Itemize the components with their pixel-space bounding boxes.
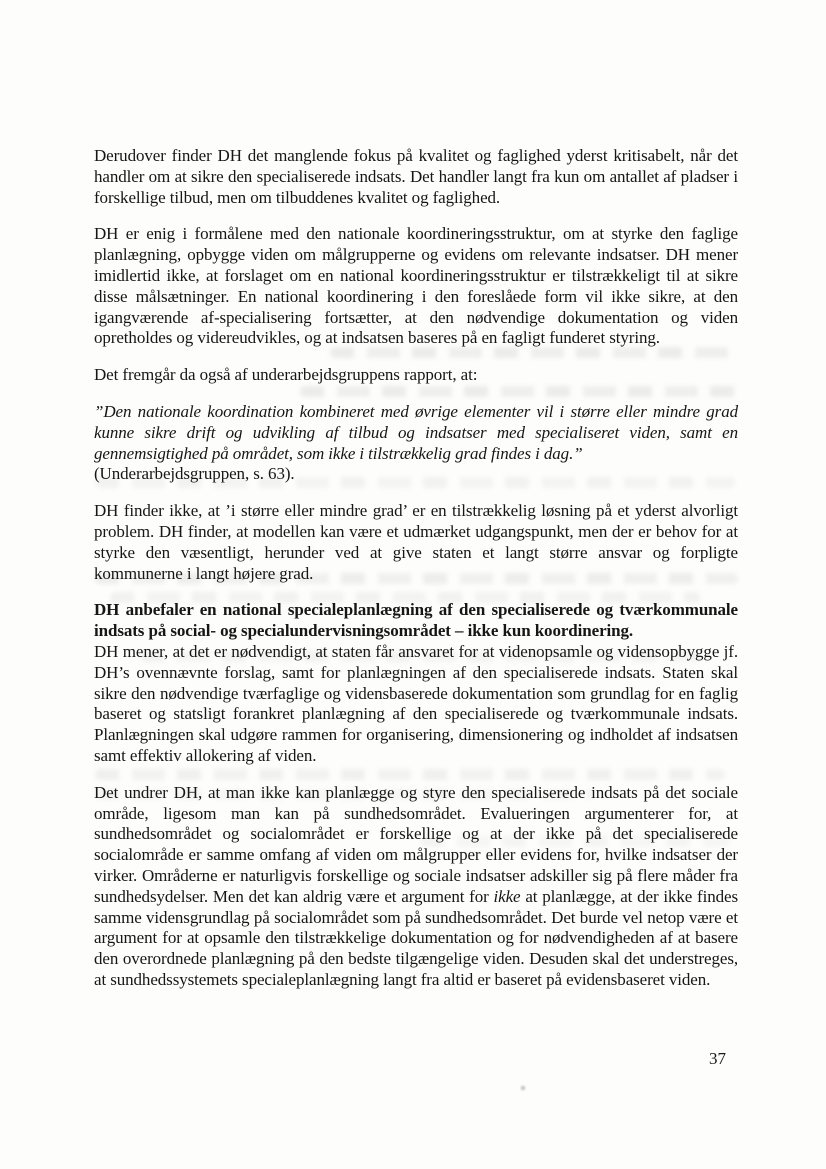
paragraph-p8 [94,783,738,991]
text-run: Det fremgår da også af underarbejdsgruppens rapport, at: [94,365,478,385]
text-run: DH anbefaler en national specialeplanlægning af den specialiserede og tværkommunale indsats på social- og specialundervisningsområdet – ikke kun koordinering. [94,600,738,641]
page-number: 37 [709,1049,726,1068]
text-run: DH mener, at det er nødvendigt, at staten får ansvaret for at videnopsamle og vidensopbygge jf. DH’s ovennævnte forslag, samt for planlægningen af den specialiserede indsats. Staten skal sikre den nødvendige tværfaglige og vidensbaserede dokumentation som grundlag for en faglig baseret og statsligt forankret planlægning af den specialiserede og tværkommunale indsats. Planlægningen skal udgøre rammen for organisering, dimensionering og indholdet af indsatsen samt effektiv allokering af viden. [94,641,738,765]
text-run: DH finder ikke, at ’i større eller mindre grad’ er en tilstrækkelig løsning på et yderst alvorligt problem. DH finder, at modellen kan være et udmærket udgangspunkt, men der er behov for at styrke den væsentligt, herunder ved at give staten et langt større ansvar og forpligte kommunerne i langt højere grad. [94,501,738,583]
scan-speck [521,1086,525,1090]
paragraph-p4 [94,402,738,485]
text-run: (Underarbejdsgruppen, s. 63). [94,464,295,484]
text-run-italic: ”Den nationale koordination kombineret med øvrige elementer vil i større eller mindre grad kunne sikre drift og udvikling af tilbud og indsatser med specialiseret viden, samt en gennemsigtighed på området, som ikke i tilstrækkelig grad findes i dag.” [94,401,738,463]
paragraph-p1 [94,146,738,208]
text-run: Det undrer DH, at man ikke kan planlægge og styre den specialiserede indsats på det sociale område, ligesom man kan på sundhedsområdet. Evalueringen argumenterer for, at sundhedsområdet og socialområdet er forskellige og at der ikke på det specialiserede socialområde er samme omfang af viden om målgrupper eller evidens for, hvilke indsatser der virker. Områderne er naturligvis forskellige og sociale indsatser adskiller sig på flere måder fra sundhedsydelser. Men det kan aldrig være et argument for [94,782,738,906]
paragraph-p6 [94,600,738,642]
text-run-italic: ikke [493,886,521,906]
paragraph-p7 [94,642,738,767]
paragraph-p2 [94,224,738,349]
text-run: DH er enig i formålene med den nationale koordineringsstruktur, om at styrke den faglige planlægning, opbygge viden om målgrupperne og evidens om relevante indsatser. DH mener imidlertid ikke, at forslaget om en national koordineringsstruktur er tilstrækkeligt til at sikre disse målsætninger. En national koordinering i den foreslåede form vil ikke sikre, at den igangværende af-specialisering fortsætter, at den nødvendige dokumentation og viden opretholdes og videreudvikles, og at indsatsen baseres på en fagligt funderet styring. [94,224,738,348]
text-run: at planlægge, at der ikke findes samme vidensgrundlag på socialområdet som på sundhedsområdet. Det burde vel netop være et argument for at opsamle den tilstrækkelige dokumentation og for nødvendigheden af at basere den overordnede planlægning på den bedste tilgængelige viden. Desuden skal det understreges, at sundhedssystemets specialeplanlægning langt fra altid er baseret på evidensbaseret viden. [94,886,738,989]
paragraph-p3 [94,365,738,386]
text-run: Derudover finder DH det manglende fokus på kvalitet og faglighed yderst kritisabelt, når det handler om at sikre den specialiserede indsats. Det handler langt fra kun om antallet af pladser i forskellige tilbud, men om tilbuddenes kvalitet og faglighed. [94,146,738,207]
paragraph-p5 [94,501,738,584]
document-text [94,146,738,1007]
